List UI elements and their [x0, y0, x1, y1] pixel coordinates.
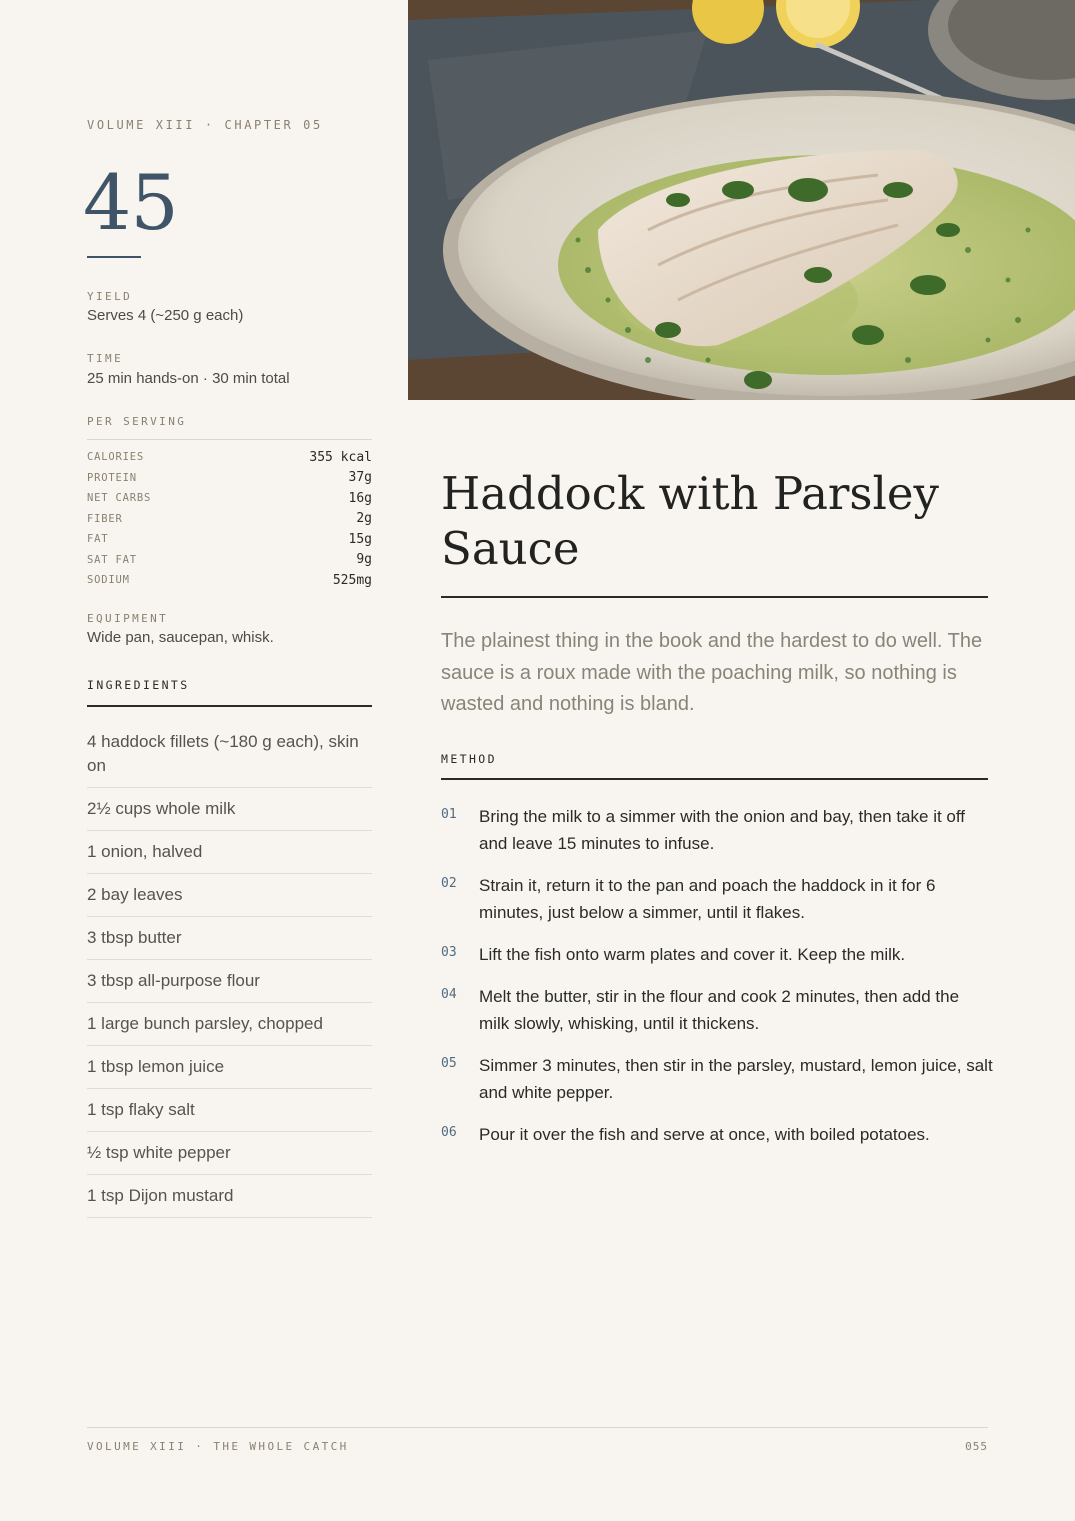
step-text: Pour it over the fish and serve at once, with boiled potatoes.: [479, 1125, 930, 1144]
yield-label: YIELD: [87, 290, 133, 303]
footer-rule: [87, 1427, 988, 1428]
method-step: [441, 1121, 993, 1148]
recipe-intro: The plainest thing in the book and the hardest to do well. The sauce is a roux made with the poaching milk, so nothing is wasted and nothing is bland.: [441, 630, 983, 715]
nutrition-value: 2g: [356, 511, 372, 526]
ingredient-item: 3 tbsp butter: [87, 917, 372, 960]
method-step: [441, 803, 993, 857]
nutrition-row: [87, 529, 372, 549]
nutrition-row: [87, 570, 372, 590]
method-step: [441, 1052, 993, 1106]
method-step: [441, 983, 993, 1037]
nutrition-value: 15g: [348, 531, 372, 547]
ingredient-item: 1 onion, halved: [87, 831, 372, 874]
nutrition-value: 37g: [348, 470, 372, 485]
nutrition-label: PROTEIN: [87, 471, 137, 484]
time-value: 25 min hands-on · 30 min total: [87, 370, 290, 387]
nutrition-row: [87, 509, 372, 529]
nutrition-label: NET CARBS: [87, 492, 152, 504]
step-number: 02: [441, 876, 457, 891]
step-number: 01: [441, 807, 457, 822]
ingredient-item: 3 tbsp all-purpose flour: [87, 960, 372, 1003]
nutrition-row: [87, 550, 372, 570]
equipment-value: Wide pan, saucepan, whisk.: [87, 629, 274, 646]
ingredient-item: 2½ cups whole milk: [87, 788, 372, 831]
step-number: 06: [441, 1125, 457, 1140]
ingredient-item: 2 bay leaves: [87, 874, 372, 917]
ingredient-item: 1 tsp flaky salt: [87, 1089, 372, 1132]
nutrition-label: SODIUM: [87, 574, 130, 586]
step-text: Simmer 3 minutes, then stir in the parsley, mustard, lemon juice, salt and white pepper.: [479, 1056, 993, 1102]
method-step: [441, 941, 993, 968]
step-number: 04: [441, 987, 457, 1002]
ingredient-item: 4 haddock fillets (~180 g each), skin on: [87, 707, 372, 788]
ingredients-heading: INGREDIENTS: [87, 678, 190, 692]
step-text: Lift the fish onto warm plates and cover it. Keep the milk.: [479, 945, 906, 964]
nutrition-value: 16g: [348, 490, 372, 506]
footer-book-title: VOLUME XIII · THE WHOLE CATCH: [87, 1440, 349, 1453]
ingredient-item: 1 tsp Dijon mustard: [87, 1175, 372, 1218]
ingredient-list: [87, 707, 372, 1218]
step-text: Bring the milk to a simmer with the onion and bay, then take it off and leave 15 minutes to infuse.: [479, 807, 966, 853]
page-number: 055: [965, 1440, 988, 1453]
time-label: TIME: [87, 352, 124, 365]
recipe-number-rule: [87, 256, 141, 258]
nutrition-rule: [87, 439, 372, 440]
ingredient-item: 1 tbsp lemon juice: [87, 1046, 372, 1089]
nutrition-label: FAT: [87, 533, 109, 545]
nutrition-row: [87, 488, 372, 508]
nutrition-value: 525mg: [332, 572, 372, 588]
method-rule: [441, 778, 988, 780]
haddock-dish-illustration: [408, 0, 1075, 400]
step-number: 03: [441, 945, 457, 960]
method-heading: METHOD: [441, 752, 497, 766]
chapter-kicker: VOLUME XIII · CHAPTER 05: [87, 118, 323, 132]
nutrition-row: [87, 447, 372, 467]
hero-photo: [408, 0, 1075, 400]
per-serving-label: PER SERVING: [87, 415, 187, 428]
step-text: Melt the butter, stir in the flour and cook 2 minutes, then add the milk slowly, whisking, until it thickens.: [479, 987, 960, 1033]
nutrition-value: 9g: [356, 552, 372, 567]
recipe-title: Haddock with Parsley Sauce: [441, 467, 939, 575]
nutrition-value: 355 kcal: [309, 449, 372, 465]
equipment-label: EQUIPMENT: [87, 612, 169, 625]
nutrition-label: FIBER: [87, 512, 123, 525]
method-steps: [441, 803, 993, 1163]
nutrition-label: CALORIES: [87, 451, 144, 463]
step-number: 05: [441, 1056, 457, 1071]
recipe-number: 45: [83, 158, 178, 247]
nutrition-label: SAT FAT: [87, 553, 137, 566]
yield-value: Serves 4 (~250 g each): [87, 307, 244, 324]
title-rule: [441, 596, 988, 598]
ingredient-item: ½ tsp white pepper: [87, 1132, 372, 1175]
ingredient-item: 1 large bunch parsley, chopped: [87, 1003, 372, 1046]
step-text: Strain it, return it to the pan and poach the haddock in it for 6 minutes, just below a simmer, until it flakes.: [479, 876, 936, 922]
nutrition-row: [87, 468, 372, 488]
method-step: [441, 872, 993, 926]
